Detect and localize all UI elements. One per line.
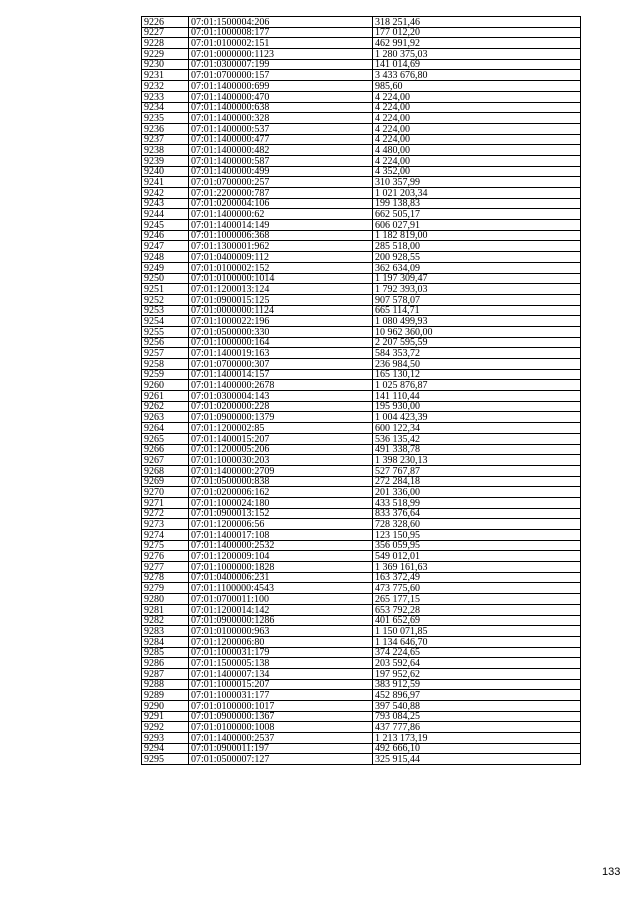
table-row <box>142 155 581 166</box>
cadastral-number-cell: 07:01:1400000:328 <box>189 113 373 124</box>
cadastral-value-cell: 1 213 173,19 <box>373 733 581 744</box>
table-row <box>142 294 581 305</box>
cadastral-value-cell: 491 338,78 <box>373 444 581 455</box>
table-row <box>142 380 581 391</box>
cadastral-number-cell: 07:01:0700000:257 <box>189 177 373 188</box>
cadastral-value-cell: 600 122,34 <box>373 423 581 434</box>
row-number-cell: 9265 <box>142 433 189 444</box>
row-number-cell: 9252 <box>142 294 189 305</box>
cadastral-number-cell: 07:01:1400000:62 <box>189 209 373 220</box>
row-number-cell: 9245 <box>142 220 189 231</box>
row-number-cell: 9259 <box>142 369 189 380</box>
cadastral-value-cell: 362 634,09 <box>373 262 581 273</box>
cadastral-number-cell: 07:01:1400000:477 <box>189 134 373 145</box>
row-number-cell: 9271 <box>142 497 189 508</box>
table-row <box>142 252 581 263</box>
row-number-cell: 9230 <box>142 59 189 70</box>
cadastral-value-cell: 662 505,17 <box>373 209 581 220</box>
row-number-cell: 9266 <box>142 444 189 455</box>
cadastral-value-cell: 653 792,28 <box>373 604 581 615</box>
cadastral-number-cell: 07:01:0900000:1367 <box>189 711 373 722</box>
table-row <box>142 594 581 605</box>
table-row <box>142 17 581 28</box>
cadastral-value-cell: 1 025 876,87 <box>373 380 581 391</box>
cadastral-value-cell: 527 767,87 <box>373 465 581 476</box>
cadastral-number-cell: 07:01:1200013:124 <box>189 284 373 295</box>
cadastral-value-cell: 1 021 203,34 <box>373 188 581 199</box>
cadastral-number-cell: 07:01:1000015:207 <box>189 679 373 690</box>
row-number-cell: 9229 <box>142 49 189 60</box>
table-row <box>142 604 581 615</box>
table-row <box>142 743 581 754</box>
cadastral-number-cell: 07:01:1000030:203 <box>189 455 373 466</box>
row-number-cell: 9226 <box>142 17 189 28</box>
table-row <box>142 337 581 348</box>
row-number-cell: 9253 <box>142 305 189 316</box>
cadastral-number-cell: 07:01:0300007:199 <box>189 59 373 70</box>
cadastral-value-cell: 374 224,65 <box>373 647 581 658</box>
cadastral-value-cell: 4 480,00 <box>373 145 581 156</box>
table-row <box>142 27 581 38</box>
row-number-cell: 9232 <box>142 81 189 92</box>
row-number-cell: 9243 <box>142 198 189 209</box>
row-number-cell: 9273 <box>142 519 189 530</box>
cadastral-value-cell: 4 224,00 <box>373 155 581 166</box>
cadastral-number-cell: 07:01:0200006:162 <box>189 487 373 498</box>
table-row <box>142 412 581 423</box>
row-number-cell: 9290 <box>142 701 189 712</box>
row-number-cell: 9260 <box>142 380 189 391</box>
table-row <box>142 70 581 81</box>
row-number-cell: 9286 <box>142 658 189 669</box>
cadastral-value-cell: 200 928,55 <box>373 252 581 263</box>
cadastral-number-cell: 07:01:0300004:143 <box>189 391 373 402</box>
cadastral-value-cell: 310 357,99 <box>373 177 581 188</box>
table-row <box>142 188 581 199</box>
table-row <box>142 326 581 337</box>
cadastral-value-cell: 1 398 230,13 <box>373 455 581 466</box>
cadastral-value-cell: 907 578,07 <box>373 294 581 305</box>
table-row <box>142 455 581 466</box>
row-number-cell: 9242 <box>142 188 189 199</box>
cadastral-number-cell: 07:01:1200005:206 <box>189 444 373 455</box>
row-number-cell: 9295 <box>142 754 189 765</box>
cadastral-number-cell: 07:01:1400019:163 <box>189 348 373 359</box>
row-number-cell: 9241 <box>142 177 189 188</box>
row-number-cell: 9250 <box>142 273 189 284</box>
cadastral-value-cell: 356 059,95 <box>373 540 581 551</box>
cadastral-number-cell: 07:01:0400009:112 <box>189 252 373 263</box>
table-row <box>142 273 581 284</box>
row-number-cell: 9264 <box>142 423 189 434</box>
cadastral-value-cell: 536 135,42 <box>373 433 581 444</box>
cadastral-number-cell: 07:01:0900000:1286 <box>189 615 373 626</box>
cadastral-number-cell: 07:01:0500000:838 <box>189 476 373 487</box>
cadastral-value-cell: 1 080 499,93 <box>373 316 581 327</box>
row-number-cell: 9262 <box>142 401 189 412</box>
table-row <box>142 497 581 508</box>
table-row <box>142 722 581 733</box>
table-row <box>142 145 581 156</box>
cadastral-value-cell: 123 150,95 <box>373 530 581 541</box>
table-row <box>142 220 581 231</box>
cadastral-number-cell: 07:01:1000031:177 <box>189 690 373 701</box>
row-number-cell: 9256 <box>142 337 189 348</box>
cadastral-number-cell: 07:01:1400000:699 <box>189 81 373 92</box>
row-number-cell: 9254 <box>142 316 189 327</box>
cadastral-value-cell: 383 912,59 <box>373 679 581 690</box>
row-number-cell: 9294 <box>142 743 189 754</box>
cadastral-value-cell: 4 224,00 <box>373 102 581 113</box>
row-number-cell: 9258 <box>142 359 189 370</box>
cadastral-value-cell: 265 177,15 <box>373 594 581 605</box>
table-row <box>142 508 581 519</box>
row-number-cell: 9236 <box>142 123 189 134</box>
cadastral-value-cell: 1 150 071,85 <box>373 626 581 637</box>
cadastral-number-cell: 07:01:0200000:228 <box>189 401 373 412</box>
cadastral-value-cell: 199 138,83 <box>373 198 581 209</box>
row-number-cell: 9288 <box>142 679 189 690</box>
cadastral-number-cell: 07:01:1200006:80 <box>189 636 373 647</box>
table-row <box>142 636 581 647</box>
table-row <box>142 647 581 658</box>
row-number-cell: 9274 <box>142 530 189 541</box>
cadastral-number-cell: 07:01:1400017:108 <box>189 530 373 541</box>
cadastral-number-cell: 07:01:0900015:125 <box>189 294 373 305</box>
row-number-cell: 9238 <box>142 145 189 156</box>
cadastral-number-cell: 07:01:1400015:207 <box>189 433 373 444</box>
cadastral-number-cell: 07:01:1500004:206 <box>189 17 373 28</box>
cadastral-value-cell: 236 984,50 <box>373 359 581 370</box>
row-number-cell: 9263 <box>142 412 189 423</box>
cadastral-value-cell: 473 775,60 <box>373 583 581 594</box>
table-row <box>142 81 581 92</box>
table-row <box>142 658 581 669</box>
cadastral-value-cell: 985,60 <box>373 81 581 92</box>
table-row <box>142 369 581 380</box>
row-number-cell: 9231 <box>142 70 189 81</box>
table-row <box>142 423 581 434</box>
row-number-cell: 9279 <box>142 583 189 594</box>
cadastral-number-cell: 07:01:0100002:151 <box>189 38 373 49</box>
cadastral-value-cell: 325 915,44 <box>373 754 581 765</box>
row-number-cell: 9276 <box>142 551 189 562</box>
table-row <box>142 230 581 241</box>
table-row <box>142 113 581 124</box>
table-row <box>142 38 581 49</box>
row-number-cell: 9249 <box>142 262 189 273</box>
row-number-cell: 9287 <box>142 668 189 679</box>
cadastral-number-cell: 07:01:1200009:104 <box>189 551 373 562</box>
row-number-cell: 9261 <box>142 391 189 402</box>
cadastral-value-cell: 163 372,49 <box>373 572 581 583</box>
table-row <box>142 209 581 220</box>
table-row <box>142 615 581 626</box>
cadastral-number-cell: 07:01:0400006:231 <box>189 572 373 583</box>
cadastral-number-cell: 07:01:1000008:177 <box>189 27 373 38</box>
table-row <box>142 49 581 60</box>
cadastral-value-cell: 1 182 819,00 <box>373 230 581 241</box>
row-number-cell: 9267 <box>142 455 189 466</box>
row-number-cell: 9282 <box>142 615 189 626</box>
cadastral-value-cell: 584 353,72 <box>373 348 581 359</box>
cadastral-number-cell: 07:01:0100000:1014 <box>189 273 373 284</box>
table-row <box>142 102 581 113</box>
cadastral-number-cell: 07:01:0100002:152 <box>189 262 373 273</box>
row-number-cell: 9285 <box>142 647 189 658</box>
row-number-cell: 9233 <box>142 91 189 102</box>
cadastral-value-cell: 141 014,69 <box>373 59 581 70</box>
row-number-cell: 9255 <box>142 326 189 337</box>
row-number-cell: 9269 <box>142 476 189 487</box>
cadastral-value-cell: 4 224,00 <box>373 134 581 145</box>
table-row <box>142 530 581 541</box>
row-number-cell: 9270 <box>142 487 189 498</box>
cadastral-number-cell: 07:01:0700011:100 <box>189 594 373 605</box>
cadastral-number-cell: 07:01:1000000:1828 <box>189 562 373 573</box>
cadastral-number-cell: 07:01:1400000:482 <box>189 145 373 156</box>
cadastral-value-cell: 397 540,88 <box>373 701 581 712</box>
row-number-cell: 9293 <box>142 733 189 744</box>
row-number-cell: 9272 <box>142 508 189 519</box>
cadastral-number-cell: 07:01:1400000:638 <box>189 102 373 113</box>
table-row <box>142 241 581 252</box>
cadastral-value-cell: 4 224,00 <box>373 91 581 102</box>
table-row <box>142 668 581 679</box>
cadastral-value-cell: 141 110,44 <box>373 391 581 402</box>
cadastral-value-cell: 401 652,69 <box>373 615 581 626</box>
cadastral-value-cell: 10 962 360,00 <box>373 326 581 337</box>
cadastral-number-cell: 07:01:1400000:499 <box>189 166 373 177</box>
cadastral-value-cell: 3 433 676,80 <box>373 70 581 81</box>
cadastral-number-cell: 07:01:1400000:2532 <box>189 540 373 551</box>
table-row <box>142 754 581 765</box>
cadastral-number-cell: 07:01:1400000:2678 <box>189 380 373 391</box>
row-number-cell: 9277 <box>142 562 189 573</box>
cadastral-value-cell: 4 224,00 <box>373 113 581 124</box>
table-row <box>142 711 581 722</box>
cadastral-number-cell: 07:01:1000006:368 <box>189 230 373 241</box>
cadastral-number-cell: 07:01:0200004:106 <box>189 198 373 209</box>
cadastral-value-cell: 195 930,00 <box>373 401 581 412</box>
row-number-cell: 9292 <box>142 722 189 733</box>
cadastral-number-cell: 07:01:1000031:179 <box>189 647 373 658</box>
row-number-cell: 9291 <box>142 711 189 722</box>
row-number-cell: 9234 <box>142 102 189 113</box>
cadastral-number-cell: 07:01:2200000:787 <box>189 188 373 199</box>
row-number-cell: 9281 <box>142 604 189 615</box>
cadastral-number-cell: 07:01:1100000:4543 <box>189 583 373 594</box>
table-row <box>142 701 581 712</box>
cadastral-value-cell: 1 004 423,39 <box>373 412 581 423</box>
table-body <box>142 17 581 765</box>
table-row <box>142 91 581 102</box>
table-row <box>142 540 581 551</box>
table-row <box>142 262 581 273</box>
table-row <box>142 444 581 455</box>
cadastral-value-cell: 833 376,64 <box>373 508 581 519</box>
table-row <box>142 284 581 295</box>
cadastral-number-cell: 07:01:1500005:138 <box>189 658 373 669</box>
cadastral-number-cell: 07:01:1400000:2537 <box>189 733 373 744</box>
cadastral-number-cell: 07:01:1400014:157 <box>189 369 373 380</box>
cadastral-value-table <box>141 16 581 765</box>
cadastral-value-cell: 318 251,46 <box>373 17 581 28</box>
table-row <box>142 134 581 145</box>
table-row <box>142 305 581 316</box>
cadastral-number-cell: 07:01:0900011:197 <box>189 743 373 754</box>
cadastral-value-cell: 1 369 161,63 <box>373 562 581 573</box>
cadastral-number-cell: 07:01:1000024:180 <box>189 497 373 508</box>
row-number-cell: 9246 <box>142 230 189 241</box>
cadastral-value-cell: 4 352,00 <box>373 166 581 177</box>
cadastral-number-cell: 07:01:1200014:142 <box>189 604 373 615</box>
cadastral-number-cell: 07:01:0000000:1124 <box>189 305 373 316</box>
cadastral-number-cell: 07:01:1400014:149 <box>189 220 373 231</box>
cadastral-value-cell: 1 280 375,03 <box>373 49 581 60</box>
cadastral-value-cell: 437 777,86 <box>373 722 581 733</box>
row-number-cell: 9275 <box>142 540 189 551</box>
cadastral-value-cell: 433 518,99 <box>373 497 581 508</box>
row-number-cell: 9268 <box>142 465 189 476</box>
table-row <box>142 519 581 530</box>
table-row <box>142 626 581 637</box>
row-number-cell: 9237 <box>142 134 189 145</box>
table-row <box>142 551 581 562</box>
table-row <box>142 177 581 188</box>
cadastral-value-cell: 1 197 309,47 <box>373 273 581 284</box>
table-row <box>142 690 581 701</box>
cadastral-value-cell: 606 027,91 <box>373 220 581 231</box>
cadastral-value-cell: 4 224,00 <box>373 123 581 134</box>
table-row <box>142 166 581 177</box>
cadastral-value-cell: 549 012,01 <box>373 551 581 562</box>
cadastral-value-cell: 793 084,25 <box>373 711 581 722</box>
table-row <box>142 59 581 70</box>
page-number: 133 <box>602 866 621 878</box>
cadastral-value-cell: 177 012,20 <box>373 27 581 38</box>
cadastral-number-cell: 07:01:0500000:330 <box>189 326 373 337</box>
cadastral-number-cell: 07:01:1000022:196 <box>189 316 373 327</box>
table-row <box>142 401 581 412</box>
row-number-cell: 9247 <box>142 241 189 252</box>
cadastral-number-cell: 07:01:0500007:127 <box>189 754 373 765</box>
cadastral-value-cell: 272 284,18 <box>373 476 581 487</box>
cadastral-value-cell: 1 792 393,03 <box>373 284 581 295</box>
cadastral-number-cell: 07:01:1400007:134 <box>189 668 373 679</box>
row-number-cell: 9235 <box>142 113 189 124</box>
cadastral-value-cell: 203 592,64 <box>373 658 581 669</box>
cadastral-value-cell: 2 207 595,59 <box>373 337 581 348</box>
row-number-cell: 9289 <box>142 690 189 701</box>
table-row <box>142 359 581 370</box>
cadastral-number-cell: 07:01:0000000:1123 <box>189 49 373 60</box>
row-number-cell: 9227 <box>142 27 189 38</box>
cadastral-number-cell: 07:01:1300001:962 <box>189 241 373 252</box>
row-number-cell: 9239 <box>142 155 189 166</box>
cadastral-value-cell: 492 666,10 <box>373 743 581 754</box>
row-number-cell: 9228 <box>142 38 189 49</box>
row-number-cell: 9257 <box>142 348 189 359</box>
row-number-cell: 9244 <box>142 209 189 220</box>
cadastral-number-cell: 07:01:0900013:152 <box>189 508 373 519</box>
table-row <box>142 733 581 744</box>
cadastral-number-cell: 07:01:1200006:56 <box>189 519 373 530</box>
row-number-cell: 9283 <box>142 626 189 637</box>
cadastral-number-cell: 07:01:1000000:164 <box>189 337 373 348</box>
cadastral-number-cell: 07:01:0700000:307 <box>189 359 373 370</box>
cadastral-value-cell: 665 114,71 <box>373 305 581 316</box>
cadastral-number-cell: 07:01:1400000:470 <box>189 91 373 102</box>
table-row <box>142 123 581 134</box>
table-row <box>142 198 581 209</box>
cadastral-number-cell: 07:01:0100000:1008 <box>189 722 373 733</box>
row-number-cell: 9251 <box>142 284 189 295</box>
cadastral-number-cell: 07:01:0100000:963 <box>189 626 373 637</box>
table-row <box>142 433 581 444</box>
table-row <box>142 583 581 594</box>
cadastral-value-cell: 285 518,00 <box>373 241 581 252</box>
row-number-cell: 9284 <box>142 636 189 647</box>
cadastral-number-cell: 07:01:0100000:1017 <box>189 701 373 712</box>
table-row <box>142 465 581 476</box>
cadastral-number-cell: 07:01:1400000:537 <box>189 123 373 134</box>
table-row <box>142 572 581 583</box>
table-row <box>142 562 581 573</box>
cadastral-value-cell: 197 952,62 <box>373 668 581 679</box>
cadastral-number-cell: 07:01:0700000:157 <box>189 70 373 81</box>
cadastral-number-cell: 07:01:1400000:2709 <box>189 465 373 476</box>
cadastral-value-cell: 462 991,92 <box>373 38 581 49</box>
table-row <box>142 348 581 359</box>
cadastral-value-cell: 201 336,00 <box>373 487 581 498</box>
cadastral-value-cell: 452 896,97 <box>373 690 581 701</box>
cadastral-number-cell: 07:01:1400000:587 <box>189 155 373 166</box>
table-row <box>142 679 581 690</box>
table-row <box>142 487 581 498</box>
row-number-cell: 9278 <box>142 572 189 583</box>
cadastral-value-cell: 1 134 646,70 <box>373 636 581 647</box>
cadastral-number-cell: 07:01:1200002:85 <box>189 423 373 434</box>
cadastral-number-cell: 07:01:0900000:1379 <box>189 412 373 423</box>
table-row <box>142 391 581 402</box>
row-number-cell: 9240 <box>142 166 189 177</box>
cadastral-value-cell: 165 130,12 <box>373 369 581 380</box>
table-row <box>142 476 581 487</box>
row-number-cell: 9248 <box>142 252 189 263</box>
row-number-cell: 9280 <box>142 594 189 605</box>
table-row <box>142 316 581 327</box>
cadastral-value-cell: 728 328,60 <box>373 519 581 530</box>
